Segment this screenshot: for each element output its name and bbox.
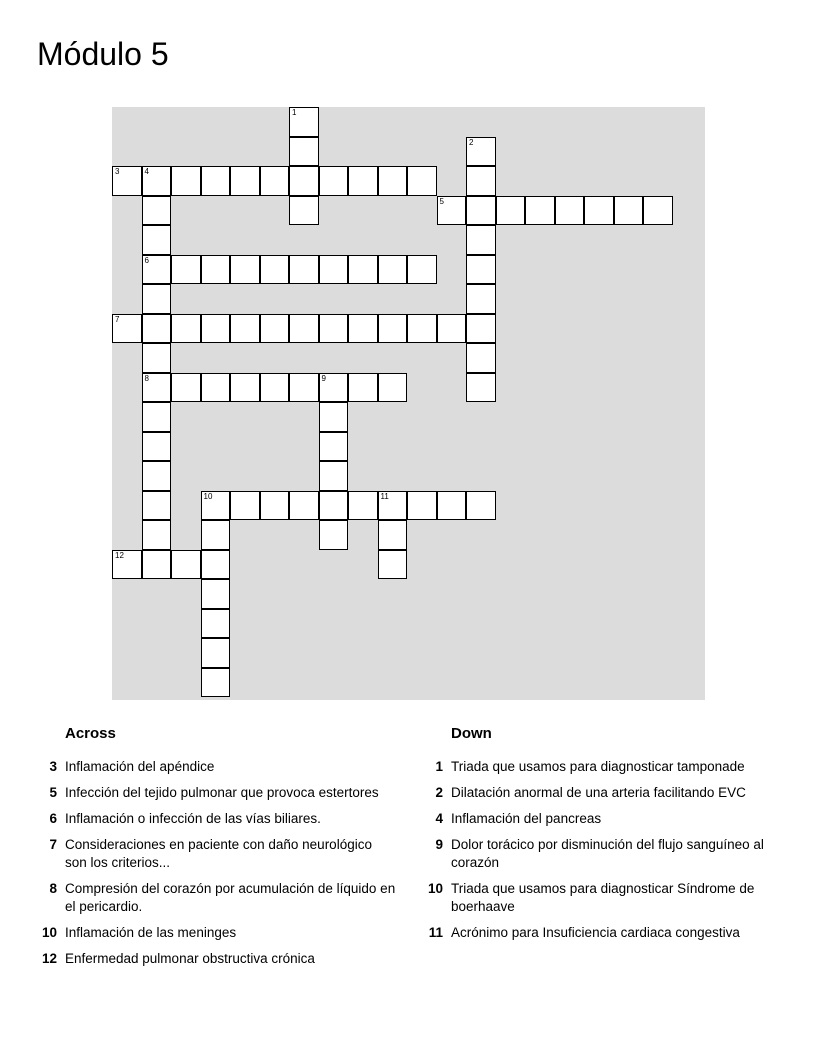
cell-number: 3 [115, 167, 120, 176]
grid-cell[interactable] [142, 225, 172, 255]
clue-number: 11 [428, 925, 443, 940]
clue-text: Inflamación de las meninges [65, 925, 237, 940]
grid-cell[interactable] [525, 196, 555, 226]
clue-text: Dilatación anormal de una arteria facilitando EVC [451, 785, 746, 800]
grid-cell[interactable] [112, 166, 142, 196]
grid-cell[interactable] [171, 314, 201, 344]
grid-cell[interactable] [230, 491, 260, 521]
clue-number: 12 [41, 951, 57, 966]
across-clue [36, 880, 396, 916]
clue-text: Triada que usamos para diagnosticar tamponade [451, 759, 745, 774]
clue-number: 10 [41, 925, 57, 940]
clue-number: 10 [427, 881, 443, 896]
grid-cell[interactable] [142, 196, 172, 226]
clue-text: Enfermedad pulmonar obstructiva crónica [65, 951, 315, 966]
grid-cell[interactable] [407, 314, 437, 344]
grid-cell[interactable] [466, 343, 496, 373]
grid-cell[interactable] [171, 373, 201, 403]
grid-cell[interactable] [466, 225, 496, 255]
grid-cell[interactable] [142, 314, 172, 344]
across-clue-list [36, 758, 396, 968]
down-clue [422, 810, 782, 828]
cell-number: 9 [321, 373, 326, 383]
grid-cell[interactable] [171, 255, 201, 285]
across-heading: Across [65, 725, 116, 742]
grid-cell[interactable] [407, 166, 437, 196]
clue-text: Inflamación o infección de las vías biliares. [65, 811, 321, 826]
clue-number: 8 [49, 881, 57, 896]
grid-cell[interactable] [201, 520, 231, 550]
grid-cell[interactable] [466, 166, 496, 196]
grid-cell[interactable] [142, 402, 172, 432]
down-clue [422, 758, 782, 776]
grid-cell[interactable] [142, 255, 172, 285]
grid-cell[interactable] [348, 166, 378, 196]
grid-cell[interactable] [378, 373, 408, 403]
grid-cell[interactable] [142, 432, 172, 462]
grid-cell[interactable] [319, 373, 349, 403]
grid-cell[interactable] [378, 166, 408, 196]
grid-cell[interactable] [260, 491, 290, 521]
clue-number: 9 [435, 837, 443, 852]
grid-cell[interactable] [289, 107, 319, 137]
down-clues-section [422, 722, 782, 950]
across-clue [36, 924, 396, 942]
down-heading: Down [451, 725, 492, 742]
grid-cell[interactable] [112, 550, 142, 580]
page-title: Módulo 5 [37, 36, 169, 72]
grid-cell[interactable] [201, 638, 231, 668]
grid-cell[interactable] [142, 550, 172, 580]
grid-cell[interactable] [378, 520, 408, 550]
cell-number: 7 [115, 314, 120, 324]
grid-cell[interactable] [319, 491, 349, 521]
grid-cell[interactable] [230, 314, 260, 344]
down-clue [422, 836, 782, 872]
cell-number: 6 [144, 255, 149, 265]
cell-number: 2 [469, 137, 474, 147]
grid-cell[interactable] [112, 314, 142, 344]
grid-cell[interactable] [466, 137, 496, 167]
down-clue [422, 924, 782, 942]
grid-cell[interactable] [407, 255, 437, 285]
grid-cell[interactable] [466, 284, 496, 314]
cell-number: 8 [144, 373, 149, 383]
grid-cell[interactable] [289, 491, 319, 521]
grid-cell[interactable] [289, 196, 319, 226]
grid-cell[interactable] [555, 196, 585, 226]
grid-cell[interactable] [466, 314, 496, 344]
grid-cell[interactable] [407, 491, 437, 521]
grid-cell[interactable] [230, 373, 260, 403]
grid-cell[interactable] [171, 550, 201, 580]
grid-cell[interactable] [260, 314, 290, 344]
across-clue [36, 758, 396, 776]
grid-cell[interactable] [466, 255, 496, 285]
clue-text: Acrónimo para Insuficiencia cardiaca congestiva [451, 925, 740, 940]
grid-cell[interactable] [466, 373, 496, 403]
clue-number: 2 [435, 785, 443, 800]
clue-text: Inflamación del apéndice [65, 759, 215, 774]
grid-cell[interactable] [319, 166, 349, 196]
grid-cell[interactable] [643, 196, 673, 226]
grid-cell[interactable] [319, 461, 349, 491]
clue-text: Infección del tejido pulmonar que provoca estertores [65, 785, 379, 800]
clue-text: Consideraciones en paciente con daño neurológico son los criterios... [65, 837, 372, 870]
grid-cell[interactable] [289, 373, 319, 403]
across-clue [36, 784, 396, 802]
clue-text: Triada que usamos para diagnosticar Síndrome de boerhaave [451, 881, 755, 914]
clue-number: 3 [49, 759, 57, 774]
grid-cell[interactable] [260, 373, 290, 403]
cell-number: 12 [115, 550, 124, 560]
grid-cell[interactable] [348, 314, 378, 344]
grid-cell[interactable] [614, 196, 644, 226]
grid-cell[interactable] [201, 491, 231, 521]
grid-cell[interactable] [289, 255, 319, 285]
grid-cell[interactable] [201, 609, 231, 639]
grid-cell[interactable] [289, 314, 319, 344]
cell-number: 1 [292, 108, 297, 117]
grid-cell[interactable] [319, 432, 349, 462]
grid-cell[interactable] [230, 166, 260, 196]
grid-cell[interactable] [348, 491, 378, 521]
grid-cell[interactable] [466, 196, 496, 226]
grid-cell[interactable] [201, 373, 231, 403]
across-clue [36, 836, 396, 872]
across-clues-section [36, 722, 396, 976]
down-clue [422, 880, 782, 916]
clue-number: 5 [49, 785, 57, 800]
grid-cell[interactable] [142, 284, 172, 314]
clue-number: 1 [435, 759, 443, 774]
grid-cell[interactable] [378, 550, 408, 580]
clue-text: Compresión del corazón por acumulación de líquido en el pericardio. [65, 881, 396, 914]
grid-cell[interactable] [437, 196, 467, 226]
grid-cell[interactable] [437, 491, 467, 521]
grid-cell[interactable] [201, 668, 231, 698]
grid-cell[interactable] [319, 314, 349, 344]
cell-number: 4 [144, 167, 149, 176]
grid-cell[interactable] [171, 166, 201, 196]
grid-cell[interactable] [437, 314, 467, 344]
clue-text: Dolor torácico por disminución del flujo sanguíneo al corazón [451, 837, 764, 870]
grid-cell[interactable] [466, 491, 496, 521]
grid-cell[interactable] [230, 255, 260, 285]
grid-cell[interactable] [348, 373, 378, 403]
down-clue-list [422, 758, 782, 942]
grid-cell[interactable] [319, 402, 349, 432]
grid-cell[interactable] [142, 373, 172, 403]
grid-cell[interactable] [201, 255, 231, 285]
down-clue [422, 784, 782, 802]
grid-cell[interactable] [201, 314, 231, 344]
grid-cell[interactable] [142, 343, 172, 373]
grid-cell[interactable] [289, 137, 319, 167]
grid-cell[interactable] [201, 550, 231, 580]
grid-cell[interactable] [142, 166, 172, 196]
cell-number: 11 [380, 491, 389, 501]
cell-number: 10 [203, 491, 213, 501]
grid-cell[interactable] [319, 255, 349, 285]
grid-cell[interactable] [289, 166, 319, 196]
clue-text: Inflamación del pancreas [451, 811, 602, 826]
grid-cell[interactable] [201, 579, 231, 609]
grid-cell[interactable] [319, 520, 349, 550]
clue-number: 4 [435, 811, 443, 826]
grid-cell[interactable] [201, 166, 231, 196]
grid-cell[interactable] [378, 491, 408, 521]
crossword-grid [112, 107, 705, 700]
grid-cell[interactable] [260, 166, 290, 196]
cell-number: 5 [439, 196, 444, 206]
grid-cell[interactable] [378, 314, 408, 344]
across-clue [36, 810, 396, 828]
across-clue [36, 950, 396, 968]
grid-cell[interactable] [348, 255, 378, 285]
grid-cell[interactable] [142, 461, 172, 491]
grid-cell[interactable] [260, 255, 290, 285]
grid-cell[interactable] [142, 491, 172, 521]
clue-number: 6 [49, 811, 57, 826]
grid-cell[interactable] [584, 196, 614, 226]
clue-number: 7 [49, 837, 57, 852]
grid-cell[interactable] [496, 196, 526, 226]
grid-cell[interactable] [142, 520, 172, 550]
grid-cell[interactable] [378, 255, 408, 285]
